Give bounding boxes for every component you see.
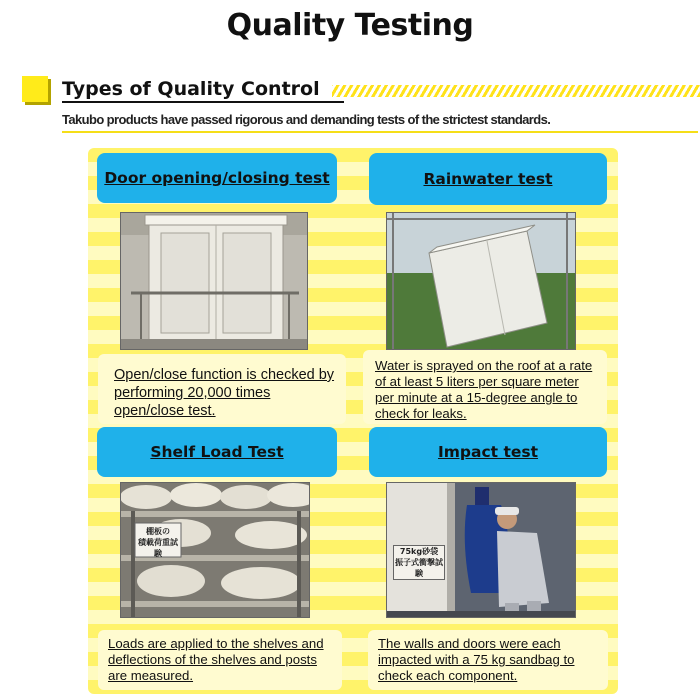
subtitle-rule bbox=[62, 131, 698, 133]
section-title: Types of Quality Control bbox=[62, 78, 320, 100]
section-title-underline bbox=[62, 101, 344, 103]
door-test-description: Open/close function is checked by performing 20,000 times open/close test. bbox=[98, 354, 346, 424]
shelf-load-test-photo bbox=[120, 482, 310, 618]
shelf-load-test-description: Loads are applied to the shelves and deflections of the shelves and posts are measured. bbox=[98, 630, 342, 690]
section-subtitle: Takubo products have passed rigorous and demanding tests of the strictest standards. bbox=[62, 112, 551, 127]
hatched-rule bbox=[332, 85, 700, 97]
card-title-door-test: Door opening/closing test bbox=[97, 153, 337, 203]
section-marker-square bbox=[22, 76, 48, 102]
impact-test-photo bbox=[386, 482, 576, 618]
rainwater-test-description: Water is sprayed on the roof at a rate of at least 5 liters per square meter per minute at a 15-degree angle to check for leaks. bbox=[363, 350, 607, 424]
rainwater-test-photo-illustration bbox=[387, 213, 576, 350]
door-test-photo bbox=[120, 212, 308, 350]
door-test-photo-illustration bbox=[121, 213, 308, 350]
card-title-shelf-load-test: Shelf Load Test bbox=[97, 427, 337, 477]
card-title-rainwater-test: Rainwater test bbox=[369, 153, 607, 205]
page-title: Quality Testing bbox=[226, 8, 474, 43]
impact-test-description: The walls and doors were each impacted with a 75 kg sandbag to check each component. bbox=[368, 630, 608, 690]
rainwater-test-photo bbox=[386, 212, 576, 350]
card-title-impact-test: Impact test bbox=[369, 427, 607, 477]
section-header bbox=[22, 74, 700, 108]
shelf-load-test-photo-sign: 棚板の 積載荷重試験 bbox=[138, 527, 178, 558]
impact-test-photo-sign: 75kg砂袋 振子式衝撃試験 bbox=[395, 547, 443, 578]
